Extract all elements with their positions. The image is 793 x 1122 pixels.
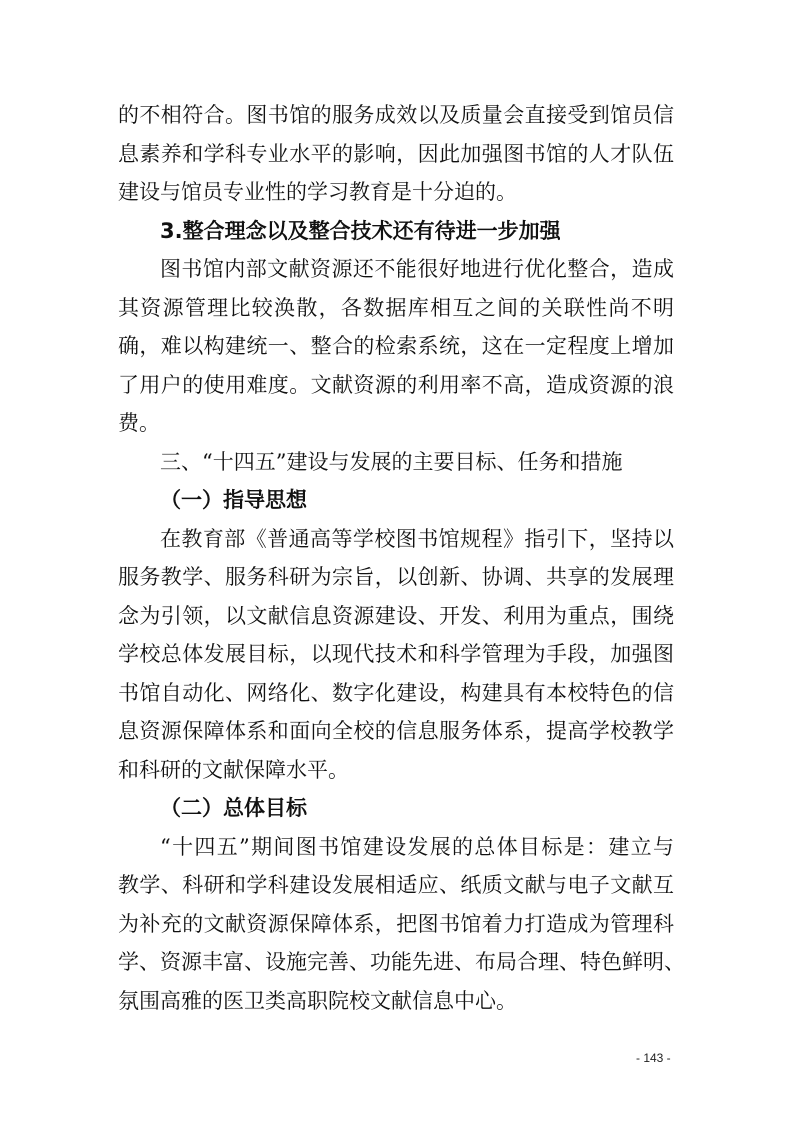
paragraph-line: 的不相符合。图书馆的服务成效以及质量会直接受到馆员信 xyxy=(118,103,674,127)
paragraph-line: 念为引领，以文献信息资源建设、开发、利用为重点，围绕 xyxy=(118,603,674,628)
paragraph-line: 确，难以构建统一、整合的检索系统，这在一定程度上增加 xyxy=(118,334,674,358)
chapter-heading: 三、“十四五”建设与发展的主要目标、任务和措施 xyxy=(160,449,623,474)
body-text xyxy=(118,96,685,1020)
paragraph-line: 在教育部《普通高等学校图书馆规程》指引下，坚持以 xyxy=(160,526,674,551)
paragraph-line: 费。 xyxy=(118,411,160,435)
section-heading-3: 3.整合理念以及整合技术还有待进一步加强 xyxy=(160,218,561,243)
paragraph-line: 为补充的文献资源保障体系，把图书馆着力打造成为管理科 xyxy=(118,911,674,936)
page-number: - 143 - xyxy=(636,1051,671,1065)
paragraph-line: 和科研的文献保障水平。 xyxy=(118,757,349,782)
paragraph-line: 息资源保障体系和面向全校的信息服务体系，提高学校教学 xyxy=(118,719,674,743)
paragraph-line: 息素养和学科专业水平的影响，因此加强图书馆的人才队伍 xyxy=(118,141,674,166)
paragraph-line: 服务教学、服务科研为宗旨，以创新、协调、共享的发展理 xyxy=(118,565,674,589)
paragraph-line: 学校总体发展目标，以现代技术和科学管理为手段，加强图 xyxy=(118,642,674,666)
paragraph-line: 氛围高雅的医卫类高职院校文献信息中心。 xyxy=(118,988,517,1013)
paragraph-line: 其资源管理比较涣散，各数据库相互之间的关联性尚不明 xyxy=(118,295,674,320)
subsection-heading-guiding-ideology: （一）指导思想 xyxy=(160,487,307,512)
paragraph-line: 了用户的使用难度。文献资源的利用率不高，造成资源的浪 xyxy=(118,372,674,397)
paragraph-line: 学、资源丰富、设施完善、功能先进、布局合理、特色鲜明、 xyxy=(118,950,685,974)
paragraph-line: 书馆自动化、网络化、数字化建设，构建具有本校特色的信 xyxy=(118,680,674,705)
subsection-heading-overall-goal: （二）总体目标 xyxy=(160,795,307,820)
paragraph-line: 图书馆内部文献资源还不能很好地进行优化整合，造成 xyxy=(160,257,674,281)
paragraph-line: 教学、科研和学科建设发展相适应、纸质文献与电子文献互 xyxy=(118,873,674,897)
paragraph-line: 建设与馆员专业性的学习教育是十分迫的。 xyxy=(118,180,517,204)
paragraph-line: “十四五”期间图书馆建设发展的总体目标是：建立与 xyxy=(160,834,674,859)
